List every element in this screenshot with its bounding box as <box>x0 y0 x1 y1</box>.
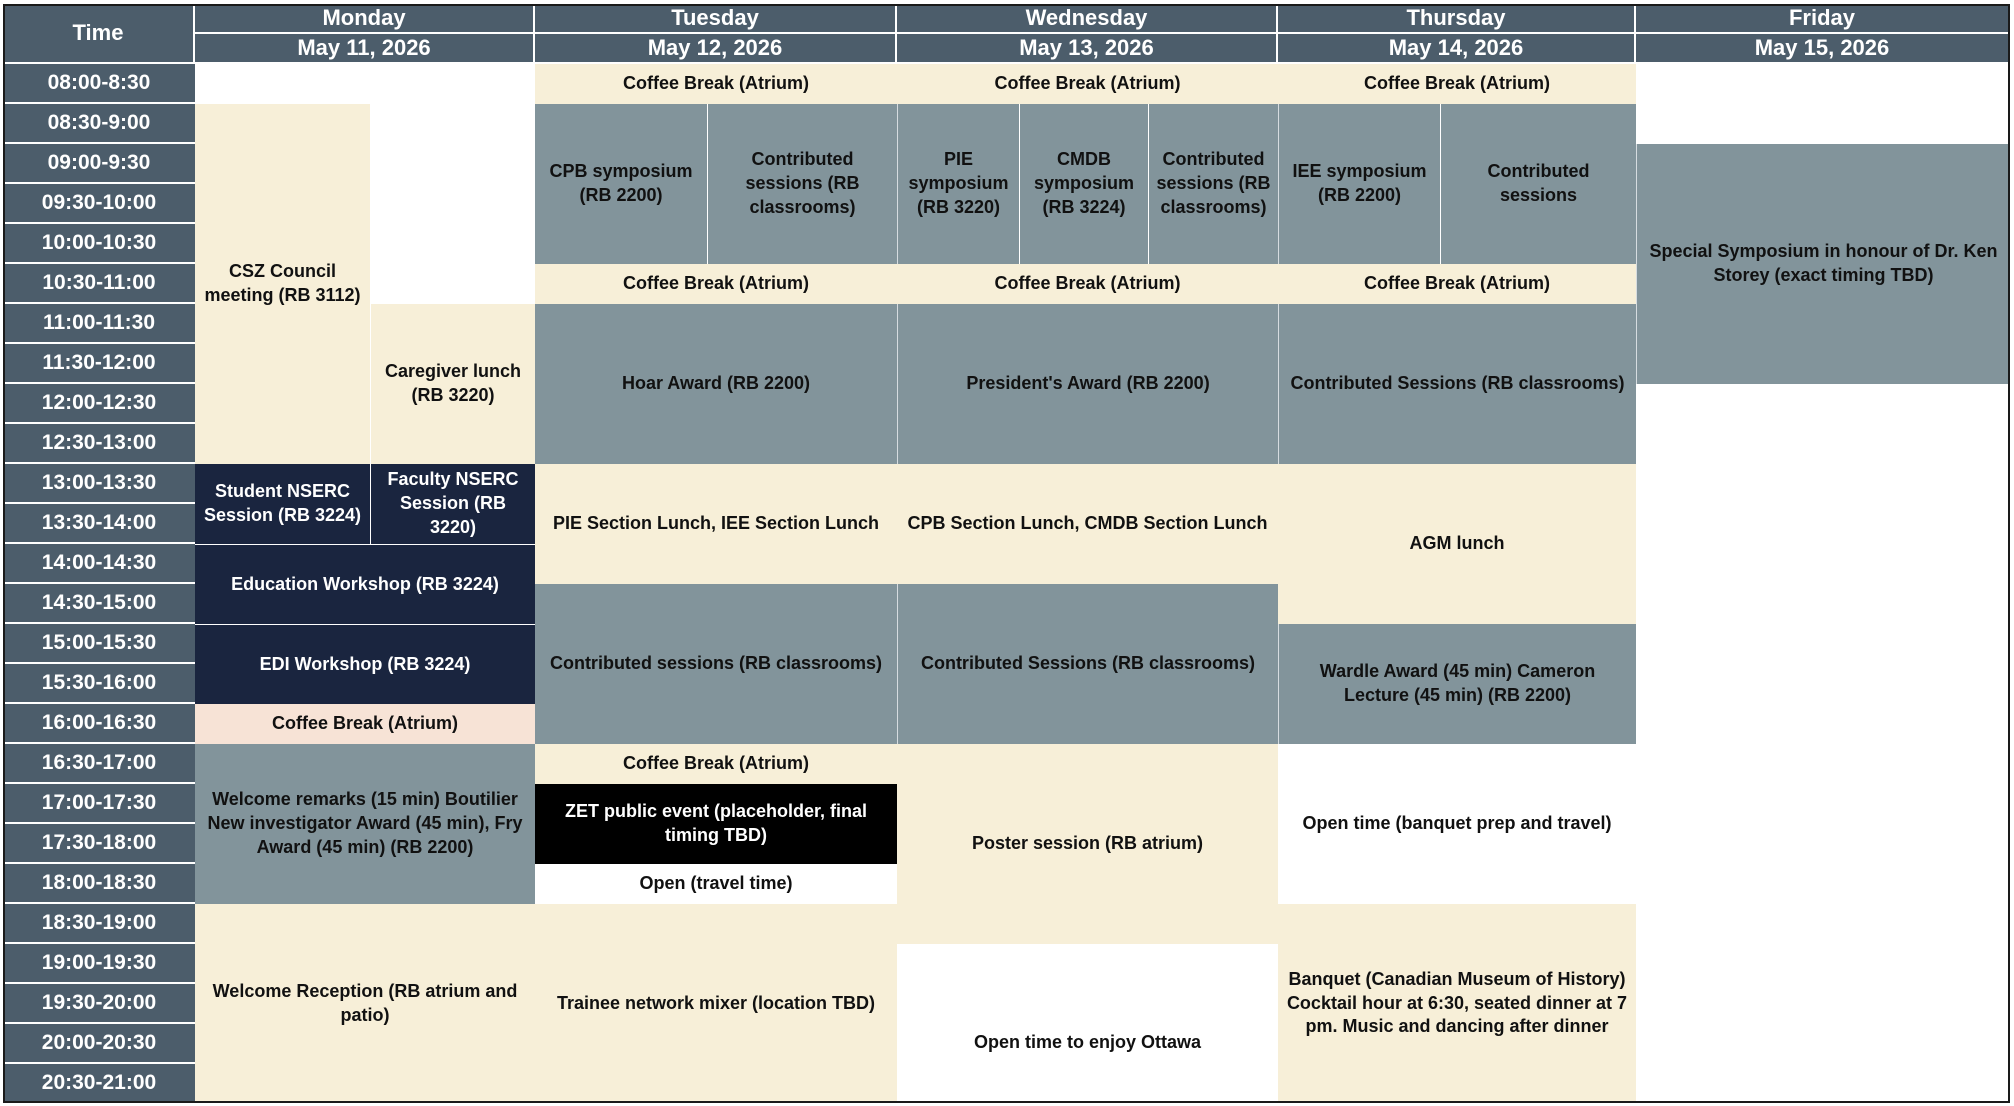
time-slot: 18:00-18:30 <box>3 864 195 904</box>
agm-lunch: AGM lunch <box>1278 464 1636 624</box>
section-lunch-wednesday: CPB Section Lunch, CMDB Section Lunch <box>897 464 1278 584</box>
presidents-award: President's Award (RB 2200) <box>897 304 1278 464</box>
day-header-monday: Monday <box>195 4 535 34</box>
cpb-symposium: CPB symposium (RB 2200) <box>535 104 707 264</box>
hoar-award: Hoar Award (RB 2200) <box>535 304 897 464</box>
time-slot: 12:00-12:30 <box>3 384 195 424</box>
schedule-grid <box>3 4 2010 1103</box>
banquet: Banquet (Canadian Museum of History) Cocktail hour at 6:30, seated dinner at 7 pm. Music and dancing after dinner <box>1278 904 1636 1103</box>
section-lunch-tuesday: PIE Section Lunch, IEE Section Lunch <box>535 464 897 584</box>
coffee-break-tuesday-1: Coffee Break (Atrium) <box>535 64 897 104</box>
csz-council-meeting: CSZ Council meeting (RB 3112) <box>195 104 370 464</box>
iee-symposium: IEE symposium (RB 2200) <box>1278 104 1440 264</box>
contributed-sessions-wednesday-am: Contributed sessions (RB classrooms) <box>1148 104 1278 264</box>
day-header-tuesday: Tuesday <box>535 4 897 34</box>
coffee-break-wednesday-2: Coffee Break (Atrium) <box>897 264 1278 304</box>
contributed-sessions-tuesday-pm: Contributed sessions (RB classrooms) <box>535 584 897 744</box>
time-slot: 16:30-17:00 <box>3 744 195 784</box>
time-slot: 08:30-9:00 <box>3 104 195 144</box>
day-header-friday: Friday <box>1636 4 2010 34</box>
time-slot: 20:30-21:00 <box>3 1064 195 1103</box>
student-nserc-session: Student NSERC Session (RB 3224) <box>195 464 370 544</box>
time-slot: 15:00-15:30 <box>3 624 195 664</box>
time-slot: 17:00-17:30 <box>3 784 195 824</box>
caregiver-lunch: Caregiver lunch (RB 3220) <box>370 304 535 464</box>
time-slot: 18:30-19:00 <box>3 904 195 944</box>
date-header-monday: May 11, 2026 <box>195 34 535 64</box>
faculty-nserc-session: Faculty NSERC Session (RB 3220) <box>370 464 535 544</box>
contributed-sessions-wednesday-pm: Contributed Sessions (RB classrooms) <box>897 584 1278 744</box>
welcome-remarks: Welcome remarks (15 min) Boutilier New investigator Award (45 min), Fry Award (45 min) (RB 2200) <box>195 744 535 904</box>
pie-symposium: PIE symposium (RB 3220) <box>897 104 1019 264</box>
date-header-wednesday: May 13, 2026 <box>897 34 1278 64</box>
date-header-thursday: May 14, 2026 <box>1278 34 1636 64</box>
contributed-sessions-thursday-midday: Contributed Sessions (RB classrooms) <box>1278 304 1636 464</box>
time-slot: 09:30-10:00 <box>3 184 195 224</box>
open-time-banquet-prep: Open time (banquet prep and travel) <box>1278 744 1636 904</box>
trainee-network-mixer: Trainee network mixer (location TBD) <box>535 904 897 1103</box>
open-time-ottawa: Open time to enjoy Ottawa <box>897 944 1278 1103</box>
time-slot: 17:30-18:00 <box>3 824 195 864</box>
coffee-break-wednesday-1: Coffee Break (Atrium) <box>897 64 1278 104</box>
time-header: Time <box>3 4 195 64</box>
date-header-friday: May 15, 2026 <box>1636 34 2010 64</box>
time-slot: 12:30-13:00 <box>3 424 195 464</box>
coffee-break-thursday-1: Coffee Break (Atrium) <box>1278 64 1636 104</box>
time-slot: 19:30-20:00 <box>3 984 195 1024</box>
day-header-thursday: Thursday <box>1278 4 1636 34</box>
date-header-tuesday: May 12, 2026 <box>535 34 897 64</box>
education-workshop: Education Workshop (RB 3224) <box>195 544 535 624</box>
time-slot: 15:30-16:00 <box>3 664 195 704</box>
open-travel-time: Open (travel time) <box>535 864 897 904</box>
contributed-sessions-thursday-am: Contributed sessions <box>1440 104 1636 264</box>
coffee-break-monday: Coffee Break (Atrium) <box>195 704 535 744</box>
time-slot: 14:00-14:30 <box>3 544 195 584</box>
poster-session: Poster session (RB atrium) <box>897 744 1278 944</box>
time-slot: 11:00-11:30 <box>3 304 195 344</box>
edi-workshop: EDI Workshop (RB 3224) <box>195 624 535 704</box>
zet-public-event: ZET public event (placeholder, final timing TBD) <box>535 784 897 864</box>
contributed-sessions-tuesday-am: Contributed sessions (RB classrooms) <box>707 104 897 264</box>
time-slot: 16:00-16:30 <box>3 704 195 744</box>
time-slot: 10:30-11:00 <box>3 264 195 304</box>
special-symposium: Special Symposium in honour of Dr. Ken Storey (exact timing TBD) <box>1636 144 2010 384</box>
time-slot: 13:30-14:00 <box>3 504 195 544</box>
coffee-break-tuesday-2: Coffee Break (Atrium) <box>535 264 897 304</box>
welcome-reception: Welcome Reception (RB atrium and patio) <box>195 904 535 1103</box>
time-slot: 13:00-13:30 <box>3 464 195 504</box>
coffee-break-tuesday-3: Coffee Break (Atrium) <box>535 744 897 784</box>
time-slot: 08:00-8:30 <box>3 64 195 104</box>
time-slot: 10:00-10:30 <box>3 224 195 264</box>
day-header-wednesday: Wednesday <box>897 4 1278 34</box>
coffee-break-thursday-2: Coffee Break (Atrium) <box>1278 264 1636 304</box>
time-slot: 19:00-19:30 <box>3 944 195 984</box>
wardle-award: Wardle Award (45 min) Cameron Lecture (45 min) (RB 2200) <box>1278 624 1636 744</box>
time-slot: 20:00-20:30 <box>3 1024 195 1064</box>
time-slot: 09:00-9:30 <box>3 144 195 184</box>
cmdb-symposium: CMDB symposium (RB 3224) <box>1019 104 1148 264</box>
time-slot: 11:30-12:00 <box>3 344 195 384</box>
time-slot: 14:30-15:00 <box>3 584 195 624</box>
